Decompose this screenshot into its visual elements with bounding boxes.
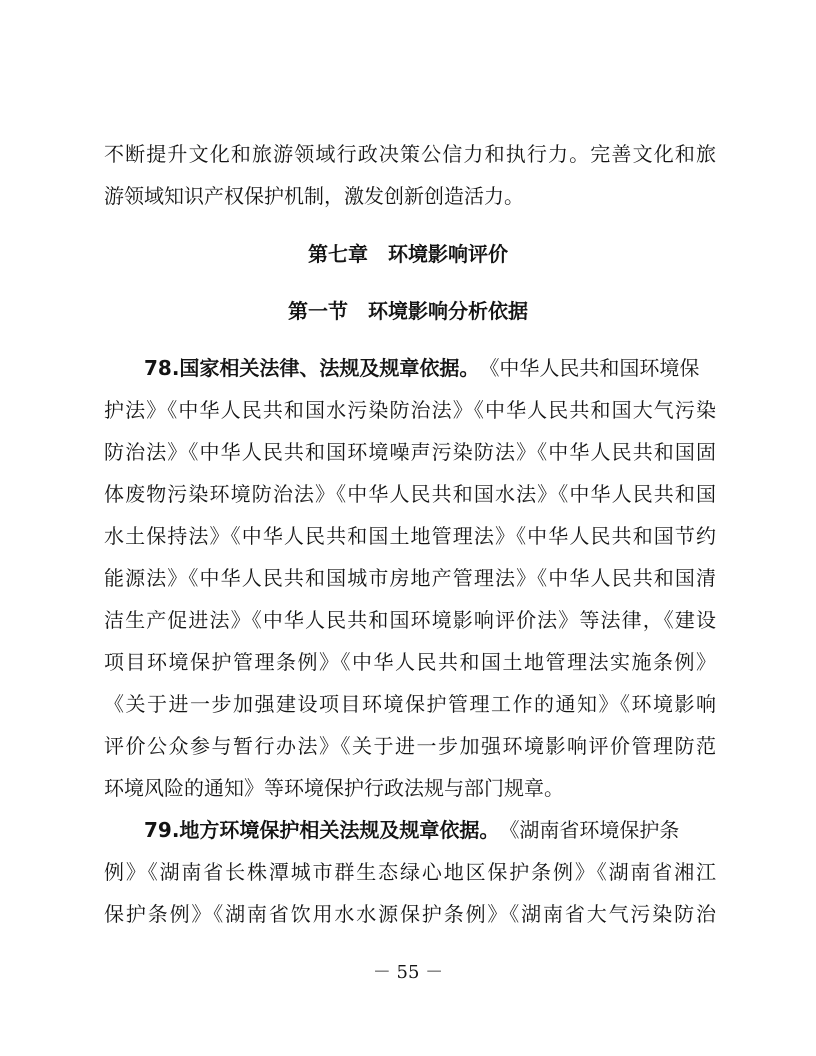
intro-line-1: 不断提升文化和旅游领域行政决策公信力和执行力。完善文化和旅	[104, 142, 716, 166]
para78-heading: 78.国家相关法律、法规及规章依据。	[144, 356, 480, 380]
para78-line: 《关于进一步加强建设项目环境保护管理工作的通知》《环境影响	[104, 692, 716, 716]
chapter-title: 第七章 环境影响评价	[308, 242, 508, 266]
para79-first-rest: 《湖南省环境保护条	[499, 818, 680, 842]
para78-line: 防治法》《中华人民共和国环境噪声污染防法》《中华人民共和国固	[104, 440, 716, 464]
para78-line: 水土保持法》《中华人民共和国土地管理法》《中华人民共和国节约	[104, 524, 716, 548]
para78-line: 能源法》《中华人民共和国城市房地产管理法》《中华人民共和国清	[104, 566, 716, 590]
para79-line: 例》《湖南省长株潭城市群生态绿心地区保护条例》《湖南省湘江	[104, 860, 716, 884]
page-number: － 55 －	[372, 962, 444, 983]
para78-line: 护法》《中华人民共和国水污染防治法》《中华人民共和国大气污染	[104, 398, 716, 422]
section-title: 第一节 环境影响分析依据	[288, 299, 528, 323]
intro-line-2: 游领域知识产权保护机制，激发创新创造活力。	[104, 184, 524, 208]
para78-line-1	[0, 354, 816, 382]
para78-line: 洁生产促进法》《中华人民共和国环境影响评价法》等法律，《建设	[104, 608, 716, 632]
para78-line: 环境风险的通知》等环境保护行政法规与部门规章。	[104, 776, 564, 800]
para79-line: 保护条例》《湖南省饮用水水源保护条例》《湖南省大气污染防治	[104, 902, 716, 926]
para78-first-rest: 《中华人民共和国环境保	[479, 356, 700, 380]
para79-heading: 79.地方环境保护相关法规及规章依据。	[144, 818, 500, 842]
para78-line: 评价公众参与暂行办法》《关于进一步加强环境影响评价管理防范	[104, 734, 716, 758]
para78-line: 体废物污染环境防治法》《中华人民共和国水法》《中华人民共和国	[104, 482, 716, 506]
para79-line-1	[0, 816, 816, 844]
para78-line: 项目环境保护管理条例》《中华人民共和国土地管理法实施条例》	[104, 650, 716, 674]
